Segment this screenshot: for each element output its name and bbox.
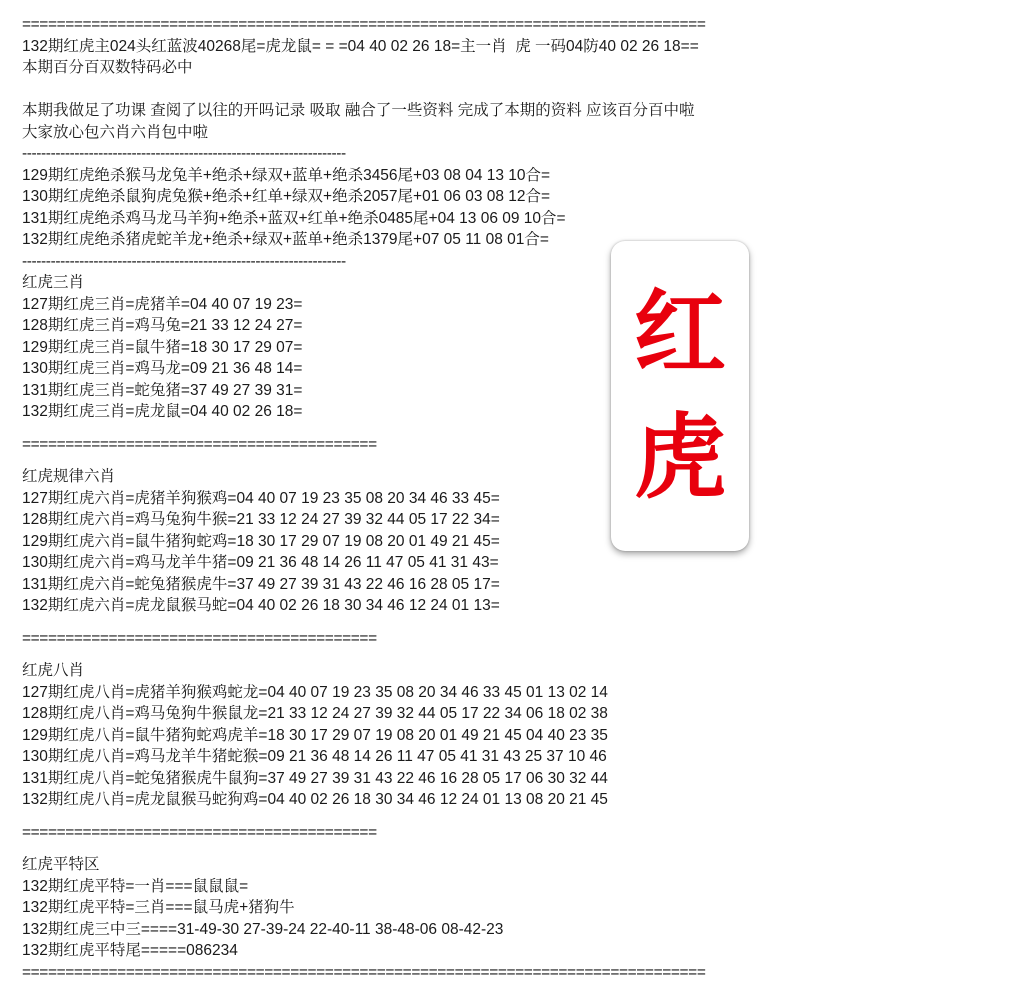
- text-line: 本期百分百双数特码必中: [22, 57, 952, 79]
- text-line: 127期红虎八肖=虎猪羊狗猴鸡蛇龙=04 40 07 19 23 35 08 20 34 46 33 45 01 13 02 14: [22, 682, 952, 704]
- text-line: 132期红虎平特=一肖===鼠鼠鼠=: [22, 876, 952, 898]
- section-divider: =========================================: [22, 822, 952, 844]
- text-line: 130期红虎绝杀鼠狗虎兔猴+绝杀+红单+绿双+绝杀2057尾+01 06 03 08 12合=: [22, 186, 952, 208]
- text-line: 132期红虎平特=三肖===鼠马虎+猪狗牛: [22, 897, 952, 919]
- separator-top: ===============================================================================: [22, 14, 952, 36]
- spacer: [22, 79, 952, 101]
- spacer: [22, 843, 952, 854]
- dashed-divider: --------------------------------------------------------------------: [22, 251, 952, 273]
- spacer: [22, 617, 952, 628]
- text-line: 132期红虎绝杀猪虎蛇羊龙+绝杀+绿双+蓝单+绝杀1379尾+07 05 11 08 01合=: [22, 229, 952, 251]
- section-heading-three-xiao: 红虎三肖: [22, 272, 952, 294]
- separator-bottom: ===============================================================================: [22, 962, 952, 983]
- text-line: 大家放心包六肖六肖包中啦: [22, 122, 952, 144]
- text-line: 127期红虎三肖=虎猪羊=04 40 07 19 23=: [22, 294, 952, 316]
- spacer: [22, 455, 952, 466]
- text-line: 128期红虎三肖=鸡马兔=21 33 12 24 27=: [22, 315, 952, 337]
- text-line: 127期红虎六肖=虎猪羊狗猴鸡=04 40 07 19 23 35 08 20 34 46 33 45=: [22, 488, 952, 510]
- text-line: 130期红虎三肖=鸡马龙=09 21 36 48 14=: [22, 358, 952, 380]
- spacer: [22, 811, 952, 822]
- text-line: 128期红虎六肖=鸡马兔狗牛猴=21 33 12 24 27 39 32 44 05 17 22 34=: [22, 509, 952, 531]
- text-line: 131期红虎六肖=蛇兔猪猴虎牛=37 49 27 39 31 43 22 46 16 28 05 17=: [22, 574, 952, 596]
- section-heading-six-xiao: 红虎规律六肖: [22, 466, 952, 488]
- text-line: 129期红虎绝杀猴马龙兔羊+绝杀+绿双+蓝单+绝杀3456尾+03 08 04 13 10合=: [22, 165, 952, 187]
- logo-char-hu: 虎: [634, 404, 726, 512]
- text-line: 128期红虎八肖=鸡马兔狗牛猴鼠龙=21 33 12 24 27 39 32 44 05 17 22 34 06 18 02 38: [22, 703, 952, 725]
- text-line: 132期红虎八肖=虎龙鼠猴马蛇狗鸡=04 40 02 26 18 30 34 46 12 24 01 13 08 20 21 45: [22, 789, 952, 811]
- section-divider: =========================================: [22, 434, 952, 456]
- section-divider: =========================================: [22, 628, 952, 650]
- text-line: 130期红虎六肖=鸡马龙羊牛猪=09 21 36 48 14 26 11 47 05 41 31 43=: [22, 552, 952, 574]
- text-line: 本期我做足了功课 查阅了以往的开吗记录 吸取 融合了一些资料 完成了本期的资料 应该百分百中啦: [22, 100, 952, 122]
- text-line: 132期红虎三中三====31-49-30 27-39-24 22-40-11 38-48-06 08-42-23: [22, 919, 952, 941]
- section-heading-eight-xiao: 红虎八肖: [22, 660, 952, 682]
- text-line: 132期红虎平特尾=====086234: [22, 940, 952, 962]
- text-line: 131期红虎绝杀鸡马龙马羊狗+绝杀+蓝双+红单+绝杀0485尾+04 13 06 09 10合=: [22, 208, 952, 230]
- text-line: 129期红虎八肖=鼠牛猪狗蛇鸡虎羊=18 30 17 29 07 19 08 20 01 49 21 45 04 40 23 35: [22, 725, 952, 747]
- logo-char-hong: 红: [634, 280, 726, 388]
- text-line: 132期红虎六肖=虎龙鼠猴马蛇=04 40 02 26 18 30 34 46 12 24 01 13=: [22, 595, 952, 617]
- document-text-body: [22, 14, 952, 983]
- section-heading-pingte: 红虎平特区: [22, 854, 952, 876]
- text-line: 132期红虎三肖=虎龙鼠=04 40 02 26 18=: [22, 401, 952, 423]
- text-line: 132期红虎主024头红蓝波40268尾=虎龙鼠= = =04 40 02 26 18=主一肖 虎 一码04防40 02 26 18==: [22, 36, 952, 58]
- text-line: 129期红虎三肖=鼠牛猪=18 30 17 29 07=: [22, 337, 952, 359]
- red-tiger-logo-card: [611, 241, 749, 551]
- text-line: 130期红虎八肖=鸡马龙羊牛猪蛇猴=09 21 36 48 14 26 11 47 05 41 31 43 25 37 10 46: [22, 746, 952, 768]
- text-line: 131期红虎八肖=蛇兔猪猴虎牛鼠狗=37 49 27 39 31 43 22 46 16 28 05 17 06 30 32 44: [22, 768, 952, 790]
- text-line: 129期红虎六肖=鼠牛猪狗蛇鸡=18 30 17 29 07 19 08 20 01 49 21 45=: [22, 531, 952, 553]
- text-line: 131期红虎三肖=蛇兔猪=37 49 27 39 31=: [22, 380, 952, 402]
- spacer: [22, 649, 952, 660]
- dashed-divider: --------------------------------------------------------------------: [22, 143, 952, 165]
- spacer: [22, 423, 952, 434]
